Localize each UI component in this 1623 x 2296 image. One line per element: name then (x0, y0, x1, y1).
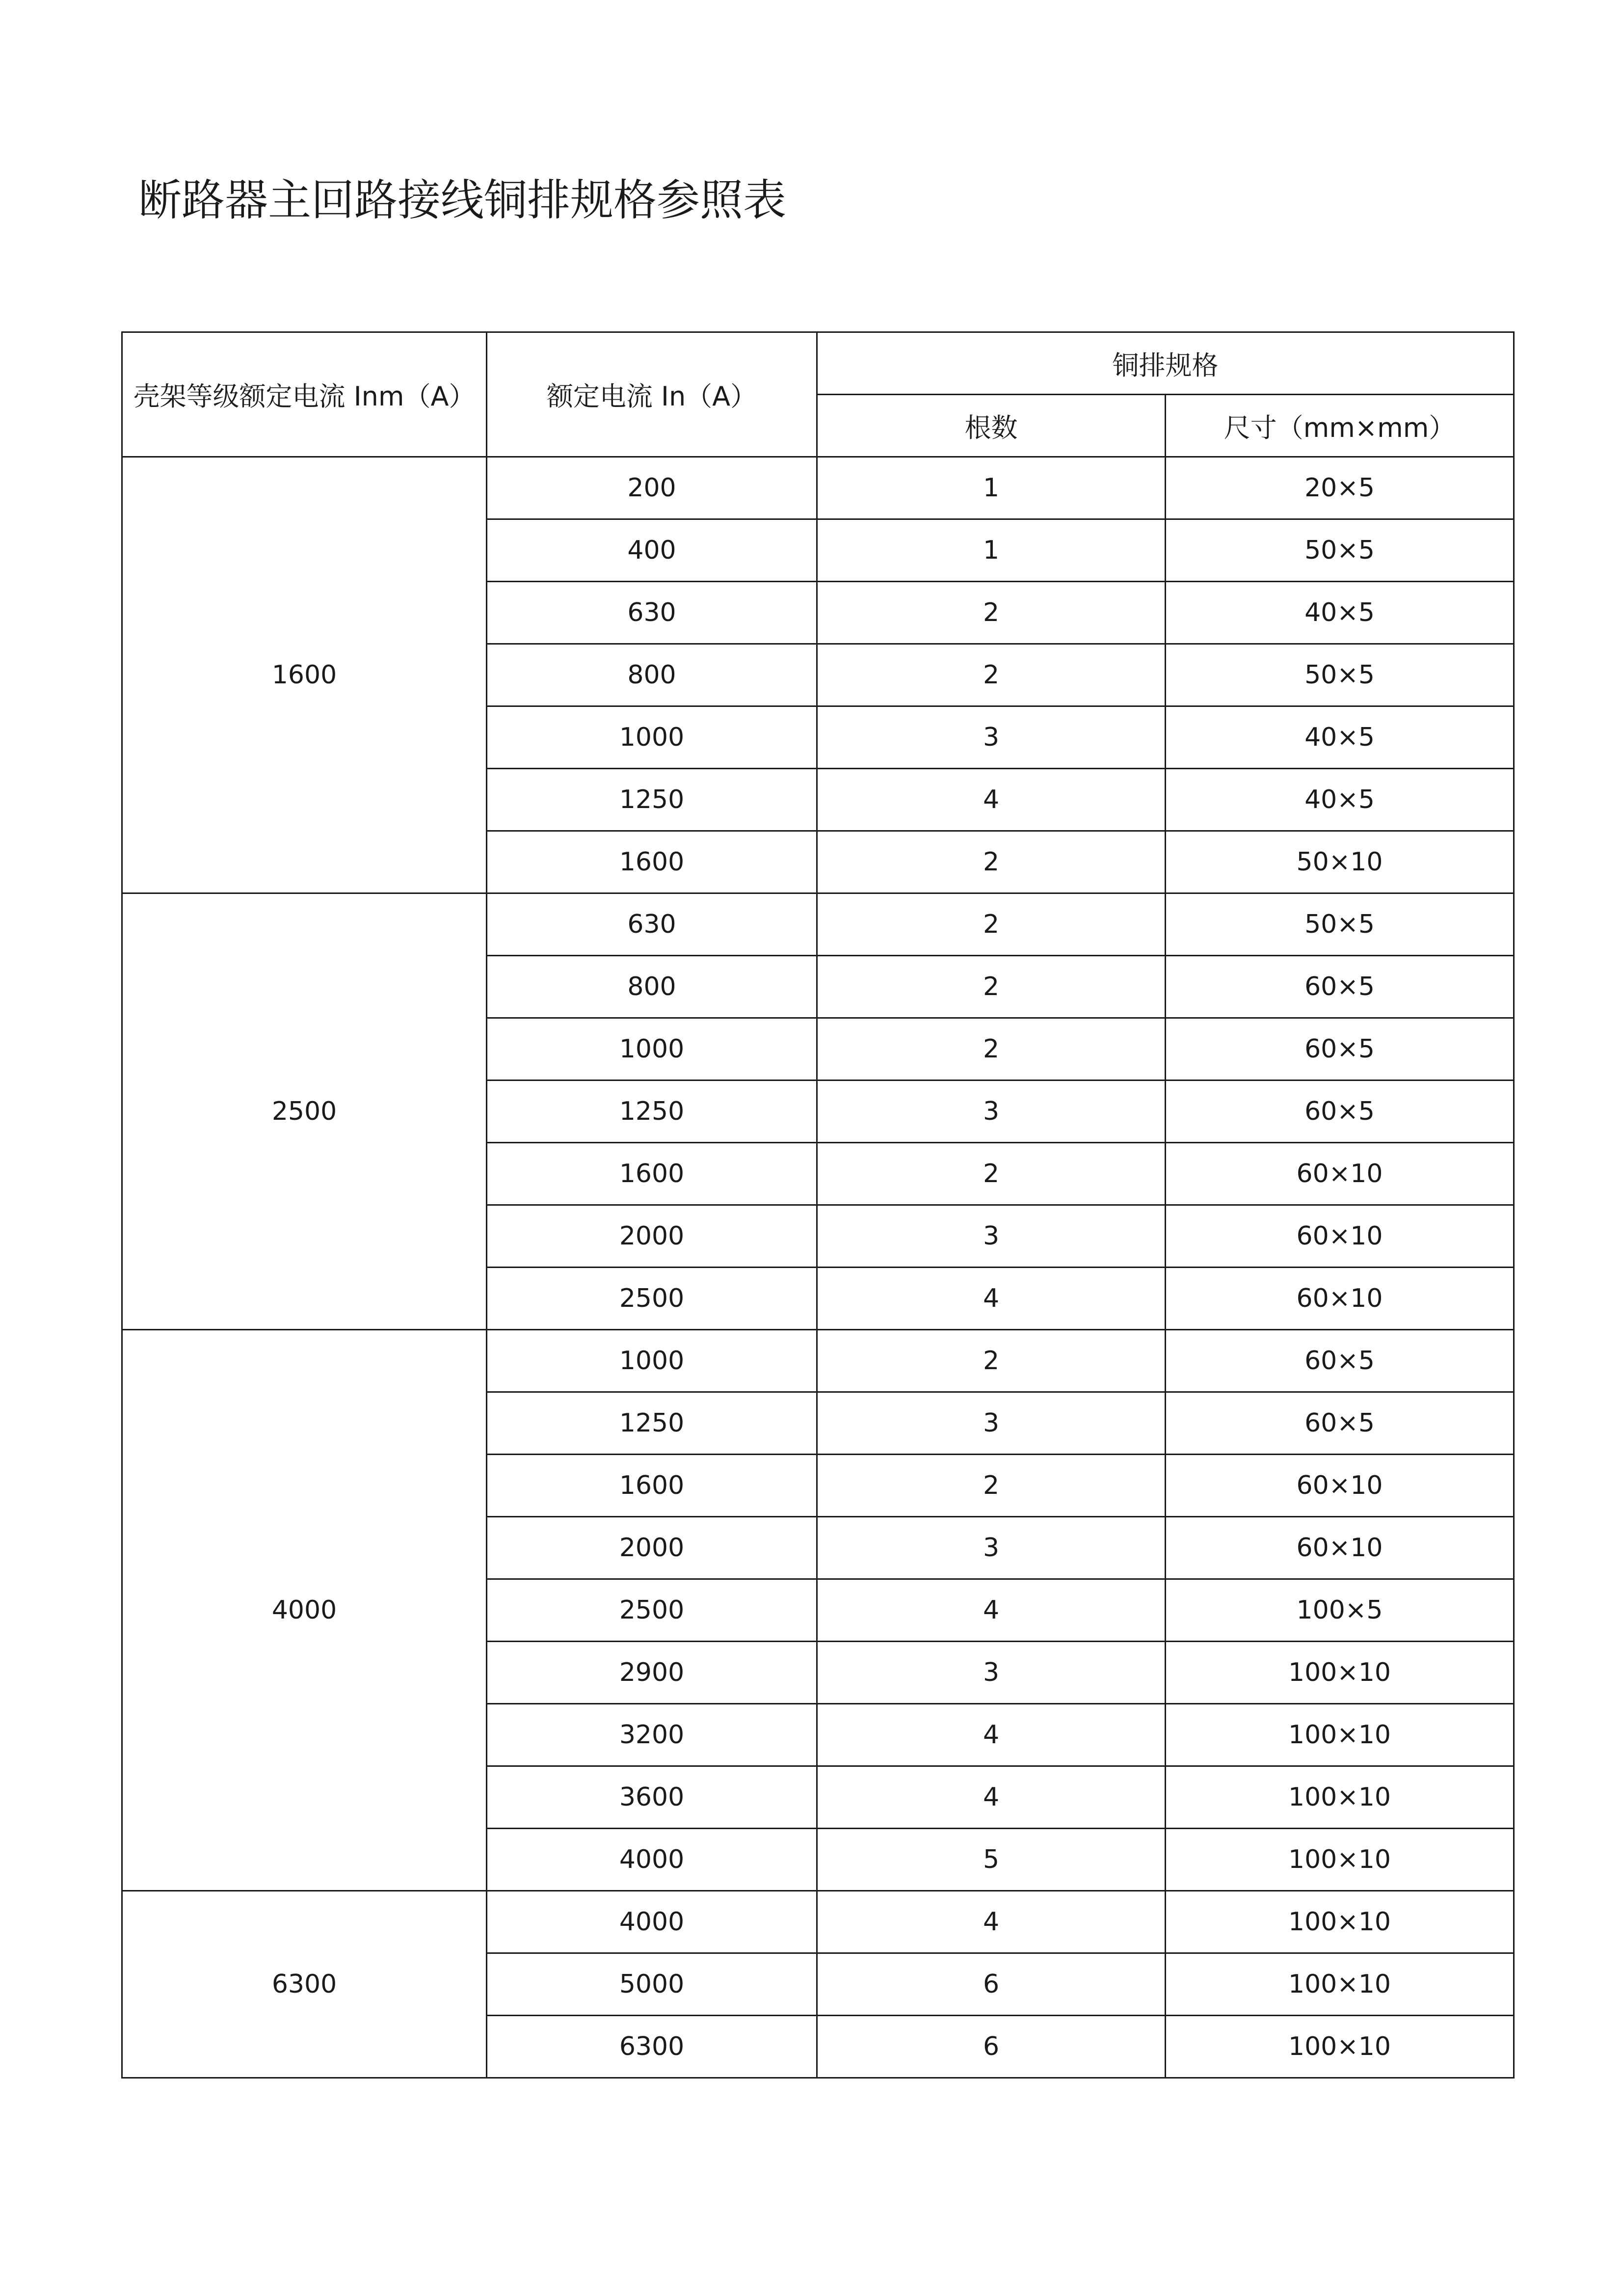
count-cell: 2 (817, 582, 1166, 644)
frame-current-cell: 4000 (122, 1330, 487, 1891)
count-cell: 6 (817, 1953, 1166, 2016)
size-cell: 50×10 (1166, 831, 1514, 893)
size-cell: 20×5 (1166, 457, 1514, 519)
count-cell: 2 (817, 831, 1166, 893)
copper-busbar-spec-table (121, 331, 1515, 2079)
size-cell: 60×10 (1166, 1205, 1514, 1268)
rated-current-cell: 630 (487, 582, 817, 644)
frame-current-cell: 1600 (122, 457, 487, 893)
size-cell: 60×10 (1166, 1517, 1514, 1579)
count-cell: 2 (817, 956, 1166, 1018)
count-cell: 2 (817, 1018, 1166, 1080)
size-cell: 60×5 (1166, 1392, 1514, 1455)
size-cell: 100×10 (1166, 2016, 1514, 2078)
size-cell: 100×10 (1166, 1891, 1514, 1953)
size-cell: 40×5 (1166, 769, 1514, 831)
count-cell: 3 (817, 1642, 1166, 1704)
rated-current-cell: 1000 (487, 1018, 817, 1080)
count-cell: 4 (817, 1579, 1166, 1642)
count-cell: 4 (817, 1891, 1166, 1953)
count-cell: 2 (817, 1455, 1166, 1517)
rated-current-cell: 1250 (487, 1080, 817, 1143)
size-cell: 60×5 (1166, 956, 1514, 1018)
rated-current-cell: 3600 (487, 1766, 817, 1829)
size-cell: 60×10 (1166, 1143, 1514, 1205)
rated-current-cell: 630 (487, 893, 817, 956)
table-row (122, 1891, 1514, 1953)
size-cell: 60×10 (1166, 1455, 1514, 1517)
size-cell: 50×5 (1166, 644, 1514, 706)
count-cell: 4 (817, 1268, 1166, 1330)
table-row (122, 1330, 1514, 1392)
rated-current-cell: 2500 (487, 1268, 817, 1330)
frame-current-cell: 2500 (122, 893, 487, 1330)
rated-current-cell: 1600 (487, 1455, 817, 1517)
count-cell: 1 (817, 457, 1166, 519)
rated-current-cell: 1250 (487, 1392, 817, 1455)
rated-current-cell: 200 (487, 457, 817, 519)
size-cell: 100×10 (1166, 1766, 1514, 1829)
size-cell: 40×5 (1166, 706, 1514, 769)
rated-current-cell: 2000 (487, 1205, 817, 1268)
size-cell: 60×5 (1166, 1080, 1514, 1143)
size-cell: 100×10 (1166, 1642, 1514, 1704)
size-cell: 60×5 (1166, 1018, 1514, 1080)
rated-current-cell: 1000 (487, 1330, 817, 1392)
header-size: 尺寸（mm×mm） (1166, 395, 1514, 457)
rated-current-cell: 3200 (487, 1704, 817, 1766)
count-cell: 6 (817, 2016, 1166, 2078)
count-cell: 3 (817, 1517, 1166, 1579)
rated-current-cell: 1250 (487, 769, 817, 831)
rated-current-cell: 1600 (487, 1143, 817, 1205)
rated-current-cell: 1000 (487, 706, 817, 769)
table-row (122, 457, 1514, 519)
count-cell: 3 (817, 706, 1166, 769)
size-cell: 40×5 (1166, 582, 1514, 644)
count-cell: 5 (817, 1829, 1166, 1891)
rated-current-cell: 800 (487, 644, 817, 706)
rated-current-cell: 4000 (487, 1891, 817, 1953)
size-cell: 60×10 (1166, 1268, 1514, 1330)
rated-current-cell: 800 (487, 956, 817, 1018)
rated-current-cell: 6300 (487, 2016, 817, 2078)
header-frame-current: 壳架等级额定电流 Inm（A） (122, 332, 487, 457)
rated-current-cell: 2000 (487, 1517, 817, 1579)
size-cell: 100×10 (1166, 1829, 1514, 1891)
size-cell: 60×5 (1166, 1330, 1514, 1392)
count-cell: 3 (817, 1392, 1166, 1455)
rated-current-cell: 400 (487, 519, 817, 582)
rated-current-cell: 1600 (487, 831, 817, 893)
table-body (122, 457, 1514, 2078)
rated-current-cell: 2500 (487, 1579, 817, 1642)
frame-current-cell: 6300 (122, 1891, 487, 2078)
size-cell: 50×5 (1166, 893, 1514, 956)
count-cell: 2 (817, 1143, 1166, 1205)
rated-current-cell: 2900 (487, 1642, 817, 1704)
rated-current-cell: 5000 (487, 1953, 817, 2016)
count-cell: 4 (817, 1704, 1166, 1766)
count-cell: 4 (817, 769, 1166, 831)
size-cell: 100×10 (1166, 1704, 1514, 1766)
header-copper-spec: 铜排规格 (817, 332, 1514, 395)
header-rated-current: 额定电流 In（A） (487, 332, 817, 457)
size-cell: 100×10 (1166, 1953, 1514, 2016)
rated-current-cell: 4000 (487, 1829, 817, 1891)
size-cell: 50×5 (1166, 519, 1514, 582)
count-cell: 1 (817, 519, 1166, 582)
page-title: 断路器主回路接线铜排规格参照表 (138, 175, 787, 225)
table-header (122, 332, 1514, 457)
table-row (122, 893, 1514, 956)
count-cell: 3 (817, 1205, 1166, 1268)
count-cell: 3 (817, 1080, 1166, 1143)
count-cell: 2 (817, 1330, 1166, 1392)
header-count: 根数 (817, 395, 1166, 457)
count-cell: 2 (817, 893, 1166, 956)
count-cell: 4 (817, 1766, 1166, 1829)
count-cell: 2 (817, 644, 1166, 706)
size-cell: 100×5 (1166, 1579, 1514, 1642)
